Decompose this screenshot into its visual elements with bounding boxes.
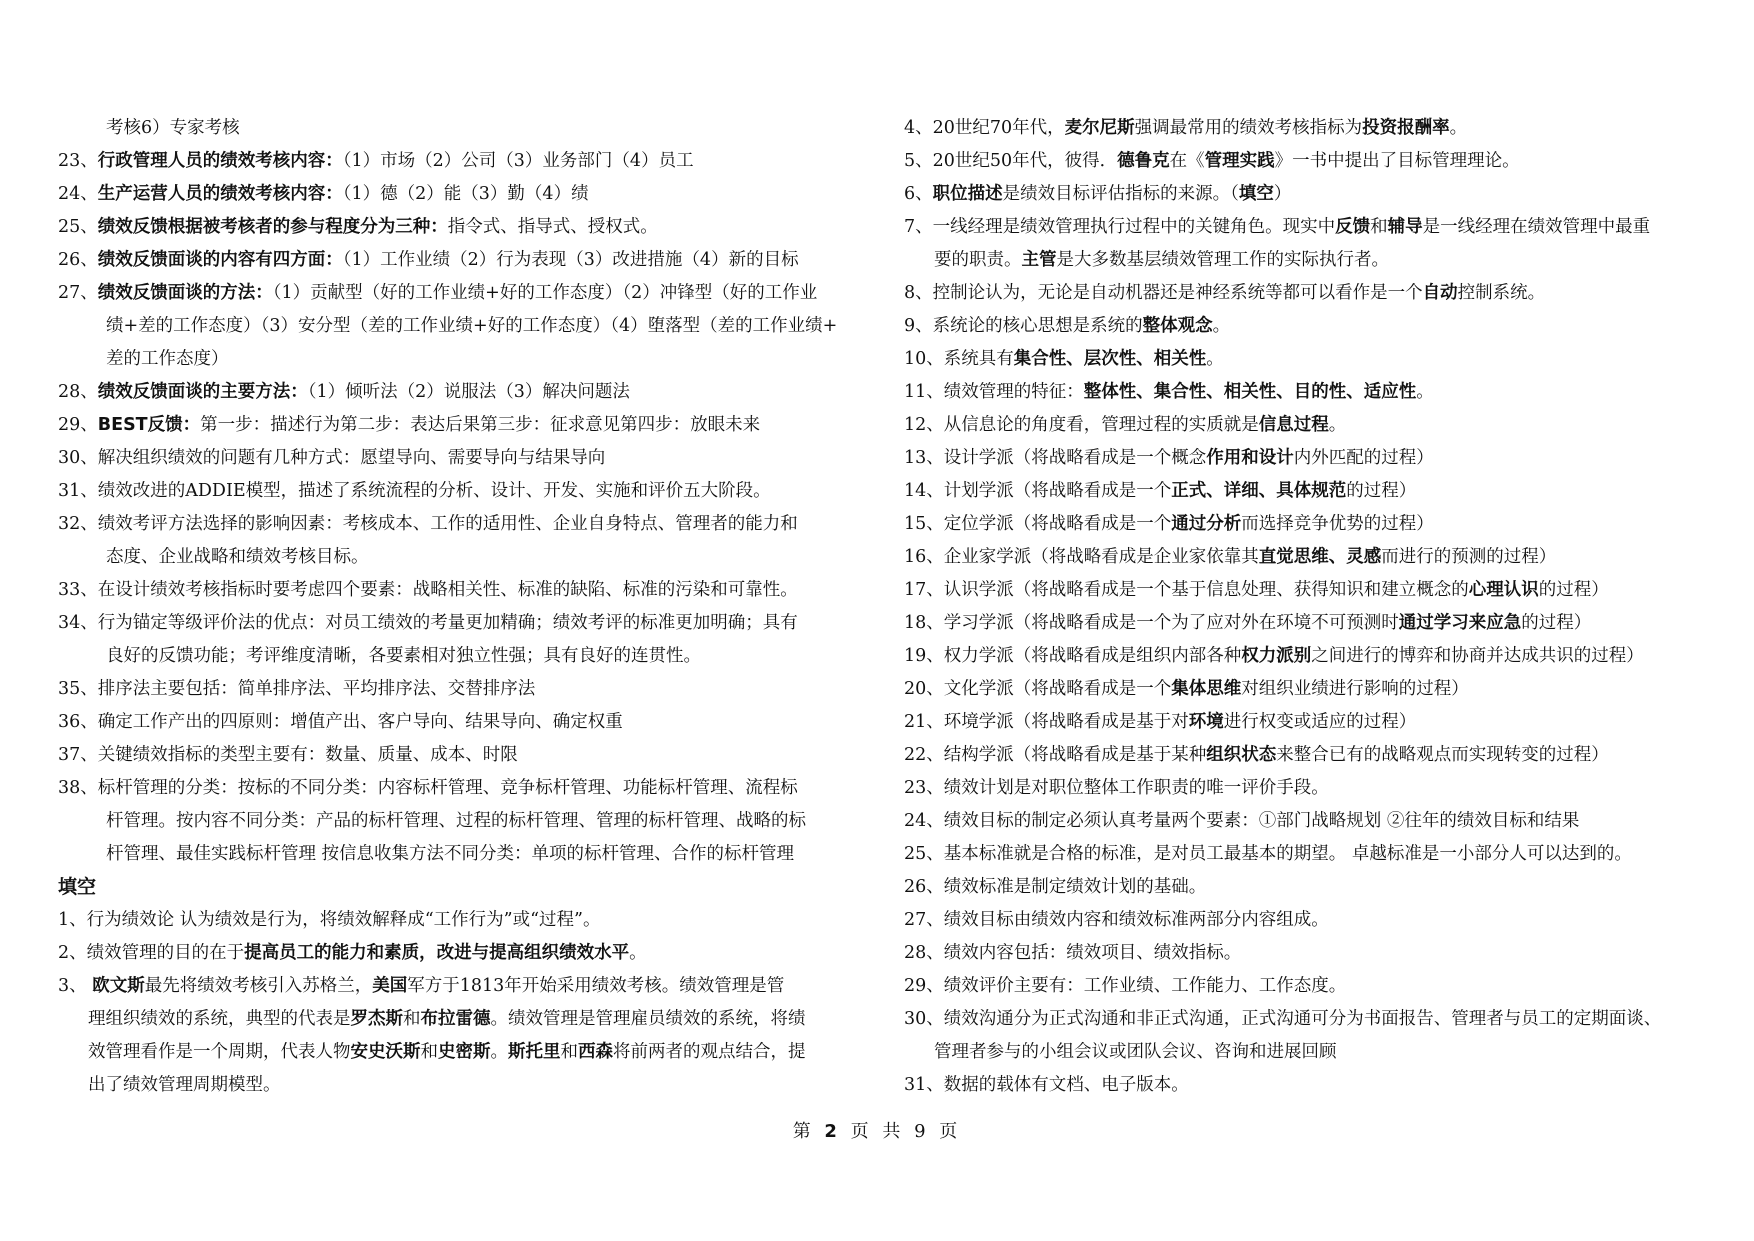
text-run: 态度、企业战略和绩效考核目标。 — [106, 547, 369, 567]
text-line — [904, 739, 1724, 772]
text-run: 32、绩效考评方法选择的影响因素：考核成本、工作的适用性、企业自身特点、管理者的能力和 — [58, 514, 798, 534]
bold-text: 主管 — [1021, 250, 1057, 270]
text-line — [904, 343, 1724, 376]
bold-text: 职位描述 — [932, 184, 1003, 204]
bold-text: 环境 — [1188, 712, 1224, 732]
text-run: 30、绩效沟通分为正式沟通和非正式沟通，正式沟通可分为书面报告、管理者与员工的定期面谈、 — [904, 1009, 1662, 1029]
text-run: 差的工作态度） — [106, 349, 229, 369]
text-line — [904, 805, 1724, 838]
text-run: 23、 — [58, 151, 98, 171]
text-run: 而选择竞争优势的过程） — [1241, 514, 1434, 534]
text-run: 6、 — [904, 184, 933, 204]
text-line — [904, 838, 1724, 871]
bold-text: 填空 — [58, 876, 97, 898]
text-run: 良好的反馈功能；考评维度清晰，各要素相对独立性强；具有良好的连贯性。 — [106, 646, 701, 666]
bold-text: 填空 — [1238, 184, 1274, 204]
bold-text: 自动 — [1422, 283, 1458, 303]
text-run: 36、确定工作产出的四原则：增值产出、客户导向、结果导向、确定权重 — [58, 712, 623, 732]
text-line — [904, 772, 1724, 805]
text-run: 。 — [1206, 349, 1224, 369]
text-run: 指令式、指导式、授权式。 — [447, 217, 658, 237]
text-run: 5、20世纪50年代，彼得． — [904, 151, 1118, 171]
text-run: 4、20世纪70年代， — [904, 118, 1065, 138]
bold-text: 麦尔尼斯 — [1064, 118, 1135, 138]
text-line — [58, 112, 858, 145]
text-run: 。绩效管理是管理雇员绩效的系统，将绩 — [490, 1009, 806, 1029]
text-run: 23、绩效计划是对职位整体工作职责的唯一评价手段。 — [904, 778, 1329, 798]
text-line — [58, 970, 858, 1003]
text-line — [58, 211, 858, 244]
text-run: 杆管理。按内容不同分类：产品的标杆管理、过程的标杆管理、管理的标杆管理、战略的标 — [106, 811, 806, 831]
text-run: 来整合已有的战略观点而实现转变的过程） — [1276, 745, 1609, 765]
bold-text: 通过学习来应急 — [1398, 613, 1522, 633]
text-run: （1）贡献型（好的工作业绩+好的工作态度）（2）冲锋型（好的工作业 — [272, 283, 818, 303]
text-line — [904, 706, 1724, 739]
text-line — [904, 904, 1724, 937]
bold-text: 权力派别 — [1241, 646, 1312, 666]
text-line — [58, 343, 858, 376]
text-line — [904, 1036, 1724, 1069]
text-run: 21、环境学派（将战略看成是基于对 — [904, 712, 1189, 732]
text-run: 29、 — [58, 415, 98, 435]
text-line — [58, 805, 858, 838]
text-line — [58, 838, 858, 871]
text-run: 12、从信息论的角度看，管理过程的实质就是 — [904, 415, 1259, 435]
text-line — [904, 640, 1724, 673]
bold-text: 通过分析 — [1171, 514, 1242, 534]
text-line — [58, 475, 858, 508]
text-line — [904, 475, 1724, 508]
bold-text: 整体性、集合性、相关性、目的性、适应性 — [1083, 382, 1417, 402]
text-line — [58, 1036, 858, 1069]
bold-text: 投资报酬率 — [1362, 118, 1450, 138]
text-line — [58, 508, 858, 541]
text-line — [904, 970, 1724, 1003]
current-page-number: 2 — [824, 1121, 841, 1142]
text-line — [904, 1003, 1724, 1036]
text-line — [904, 1069, 1724, 1102]
bold-text: 绩效反馈面谈的方法： — [97, 283, 273, 303]
bold-text: 美国 — [372, 976, 408, 996]
text-run: 。 — [490, 1042, 508, 1062]
text-line — [904, 409, 1724, 442]
text-run: 28、绩效内容包括：绩效项目、绩效指标。 — [904, 943, 1242, 963]
text-run: 和 — [403, 1009, 421, 1029]
text-run: 进行权变或适应的过程） — [1223, 712, 1417, 732]
text-line — [58, 442, 858, 475]
text-line — [904, 673, 1724, 706]
text-run: 第一步：描述行为第二步：表达后果第三步：征求意见第四步：放眼未来 — [200, 415, 761, 435]
text-line — [58, 409, 858, 442]
text-run: 杆管理、最佳实践标杆管理 按信息收集方法不同分类：单项的标杆管理、合作的标杆管理 — [106, 844, 795, 864]
text-run: 27、 — [58, 283, 98, 303]
text-run: 20、文化学派（将战略看成是一个 — [904, 679, 1172, 699]
text-run: 效管理看作是一个周期，代表人物 — [88, 1042, 351, 1062]
text-run: 31、数据的载体有文档、电子版本。 — [904, 1075, 1189, 1095]
text-run: 11、绩效管理的特征： — [904, 382, 1084, 402]
text-line — [58, 904, 858, 937]
bold-text: 提高员工的能力和素质，改进与提高组织绩效水平 — [244, 943, 630, 963]
text-run: 26、绩效标准是制定绩效计划的基础。 — [904, 877, 1207, 897]
text-run: 2、绩效管理的目的在于 — [58, 943, 245, 963]
text-run: 3、 — [58, 976, 93, 996]
text-line — [904, 145, 1724, 178]
text-run: 19、权力学派（将战略看成是组织内部各种 — [904, 646, 1242, 666]
text-run: 27、绩效目标由绩效内容和绩效标准两部分内容组成。 — [904, 910, 1329, 930]
bold-text: 信息过程 — [1258, 415, 1329, 435]
text-line — [58, 673, 858, 706]
text-run: 将前两者的观点结合，提 — [613, 1042, 806, 1062]
text-line — [58, 244, 858, 277]
text-line — [904, 211, 1724, 244]
bold-text: 心理认识 — [1468, 580, 1539, 600]
text-line — [58, 772, 858, 805]
text-line — [904, 178, 1724, 211]
text-run: ） — [1273, 184, 1292, 204]
text-line — [904, 277, 1724, 310]
text-line — [58, 145, 858, 178]
text-line — [58, 607, 858, 640]
bold-text: 布拉雷德 — [420, 1009, 491, 1029]
text-run: 》一书中提出了目标管理理论。 — [1274, 151, 1520, 171]
text-run: 的过程） — [1521, 613, 1592, 633]
footer-prefix: 第 — [792, 1121, 825, 1142]
text-run: 。 — [1416, 382, 1434, 402]
left-column — [58, 112, 858, 1102]
text-run: 16、企业家学派（将战略看成是企业家依靠其 — [904, 547, 1259, 567]
total-page-number: 9 — [914, 1121, 930, 1142]
text-run: 。 — [629, 943, 647, 963]
text-run: 。 — [1212, 316, 1231, 336]
text-run: 在《 — [1169, 151, 1205, 171]
bold-text: 罗杰斯 — [350, 1009, 403, 1029]
text-run: 要的职责。 — [934, 250, 1022, 270]
page-footer — [0, 1117, 1754, 1143]
text-run: 38、标杆管理的分类：按标的不同分类：内容标杆管理、竞争标杆管理、功能标杆管理、流程标 — [58, 778, 798, 798]
text-line — [904, 508, 1724, 541]
text-run: 17、认识学派（将战略看成是一个基于信息处理、获得知识和建立概念的 — [904, 580, 1469, 600]
bold-text: 管理实践 — [1204, 151, 1275, 171]
text-line — [58, 1069, 858, 1102]
bold-text: 整体观念 — [1142, 316, 1213, 336]
footer-mid: 页 共 — [840, 1121, 915, 1142]
text-line — [58, 937, 858, 970]
text-run: （1）市场（2）公司（3）业务部门（4）员工 — [342, 151, 694, 171]
text-run: 15、定位学派（将战略看成是一个 — [904, 514, 1172, 534]
text-run: 25、 — [58, 217, 98, 237]
text-line — [904, 937, 1724, 970]
text-run: 出了绩效管理周期模型。 — [88, 1075, 281, 1095]
text-run: 对组织业绩进行影响的过程） — [1241, 679, 1469, 699]
text-line — [58, 739, 858, 772]
text-run: 管理者参与的小组会议或团队会议、咨询和进展回顾 — [934, 1042, 1337, 1062]
bold-text: 德鲁克 — [1117, 151, 1170, 171]
bold-text: 作用和设计 — [1206, 448, 1294, 468]
text-run: 14、计划学派（将战略看成是一个 — [904, 481, 1172, 501]
text-run: 控制系统。 — [1457, 283, 1546, 303]
section-heading — [58, 871, 858, 904]
text-run: 。 — [1328, 415, 1347, 435]
text-run: 25、基本标准就是合格的标准，是对员工最基本的期望。 卓越标准是一小部分人可以达到的。 — [904, 844, 1632, 864]
bold-text: BEST反馈： — [97, 415, 201, 435]
text-run: 是大多数基层绩效管理工作的实际执行者。 — [1056, 250, 1389, 270]
bold-text: 集合性、层次性、相关性 — [1013, 349, 1207, 369]
bold-text: 斯托里 — [508, 1042, 561, 1062]
footer-suffix: 页 — [929, 1121, 962, 1142]
text-run: 34、行为锚定等级评价法的优点：对员工绩效的考量更加精确；绩效考评的标准更加明确；具有 — [58, 613, 798, 633]
text-line — [58, 310, 858, 343]
text-line — [58, 376, 858, 409]
text-line — [58, 178, 858, 211]
bold-text: 生产运营人员的绩效考核内容： — [97, 184, 343, 204]
text-run: 考核6）专家考核 — [106, 118, 240, 138]
text-line — [58, 1003, 858, 1036]
text-line — [904, 871, 1724, 904]
bold-text: 安史沃斯 — [350, 1042, 421, 1062]
bold-text: 直觉思维、灵感 — [1258, 547, 1382, 567]
text-run: 30、解决组织绩效的问题有几种方式：愿望导向、需要导向与结果导向 — [58, 448, 606, 468]
text-line — [904, 310, 1724, 343]
bold-text: 正式、详细、具体规范 — [1171, 481, 1347, 501]
text-line — [904, 574, 1724, 607]
text-run: 而进行的预测的过程） — [1381, 547, 1557, 567]
bold-text: 绩效反馈根据被考核者的参与程度分为三种： — [97, 217, 448, 237]
text-run: 37、关键绩效指标的类型主要有：数量、质量、成本、时限 — [58, 745, 518, 765]
text-run: 的过程） — [1346, 481, 1417, 501]
text-run: 是绩效目标评估指标的来源。（ — [1002, 184, 1239, 204]
text-run: （1）德（2）能（3）勤（4）绩 — [342, 184, 589, 204]
text-run: （1）工作业绩（2）行为表现（3）改进措施（4）新的目标 — [342, 250, 799, 270]
text-line — [58, 277, 858, 310]
text-run: 33、在设计绩效考核指标时要考虑四个要素：战略相关性、标准的缺陷、标准的污染和可靠性。 — [58, 580, 798, 600]
text-run: 9、系统论的核心思想是系统的 — [904, 316, 1143, 336]
text-run: 18、学习学派（将战略看成是一个为了应对外在环境不可预测时 — [904, 613, 1399, 633]
bold-text: 欧文斯 — [92, 976, 145, 996]
text-run: 26、 — [58, 250, 98, 270]
text-run: 和 — [1370, 217, 1388, 237]
text-run: 是一线经理在绩效管理中最重 — [1422, 217, 1651, 237]
text-run: 10、系统具有 — [904, 349, 1014, 369]
text-line — [904, 442, 1724, 475]
text-run: 的过程） — [1538, 580, 1609, 600]
text-run: 8、控制论认为，无论是自动机器还是神经系统等都可以看作是一个 — [904, 283, 1423, 303]
text-run: 29、绩效评价主要有：工作业绩、工作能力、工作态度。 — [904, 976, 1347, 996]
text-run: 24、绩效目标的制定必须认真考量两个要素：①部门战略规划 ②往年的绩效目标和结果 — [904, 811, 1580, 831]
bold-text: 组织状态 — [1206, 745, 1277, 765]
text-run: 35、排序法主要包括：简单排序法、平均排序法、交替排序法 — [58, 679, 536, 699]
text-run: 22、结构学派（将战略看成是基于某种 — [904, 745, 1207, 765]
text-line — [58, 541, 858, 574]
text-run: 强调最常用的绩效考核指标为 — [1134, 118, 1363, 138]
text-line — [904, 541, 1724, 574]
text-run: 13、设计学派（将战略看成是一个概念 — [904, 448, 1207, 468]
right-column — [904, 112, 1724, 1102]
text-line — [904, 244, 1724, 277]
bold-text: 绩效反馈面谈的内容有四方面： — [97, 250, 343, 270]
text-line — [58, 640, 858, 673]
bold-text: 史密斯 — [438, 1042, 491, 1062]
text-run: 28、 — [58, 382, 98, 402]
text-run: 。 — [1449, 118, 1468, 138]
text-line — [904, 607, 1724, 640]
bold-text: 辅导 — [1387, 217, 1423, 237]
text-run: （1）倾听法（2）说服法（3）解决问题法 — [307, 382, 630, 402]
text-run: 最先将绩效考核引入苏格兰， — [144, 976, 373, 996]
text-run: 内外匹配的过程） — [1293, 448, 1434, 468]
text-run: 绩+差的工作态度）（3）安分型（差的工作业绩+好的工作态度）（4）堕落型（差的工作业绩+ — [106, 316, 838, 336]
text-run: 军方于1813年开始采用绩效考核。绩效管理是管 — [407, 976, 785, 996]
text-run: 7、一线经理是绩效管理执行过程中的关键角色。现实中 — [904, 217, 1336, 237]
text-run: 24、 — [58, 184, 98, 204]
bold-text: 行政管理人员的绩效考核内容： — [97, 151, 343, 171]
bold-text: 反馈 — [1335, 217, 1371, 237]
text-run: 理组织绩效的系统，典型的代表是 — [88, 1009, 351, 1029]
bold-text: 集体思维 — [1171, 679, 1242, 699]
text-run: 31、绩效改进的ADDIE模型，描述了系统流程的分析、设计、开发、实施和评价五大阶段。 — [58, 481, 771, 501]
text-line — [58, 574, 858, 607]
text-run: 1、行为绩效论 认为绩效是行为，将绩效解释成“工作行为”或“过程”。 — [58, 910, 601, 930]
text-line — [58, 706, 858, 739]
text-run: 和 — [420, 1042, 438, 1062]
text-run: 和 — [560, 1042, 578, 1062]
text-line — [904, 112, 1724, 145]
text-line — [904, 376, 1724, 409]
text-run: 之间进行的博弈和协商并达成共识的过程） — [1311, 646, 1644, 666]
bold-text: 西森 — [578, 1042, 613, 1062]
bold-text: 绩效反馈面谈的主要方法： — [97, 382, 308, 402]
